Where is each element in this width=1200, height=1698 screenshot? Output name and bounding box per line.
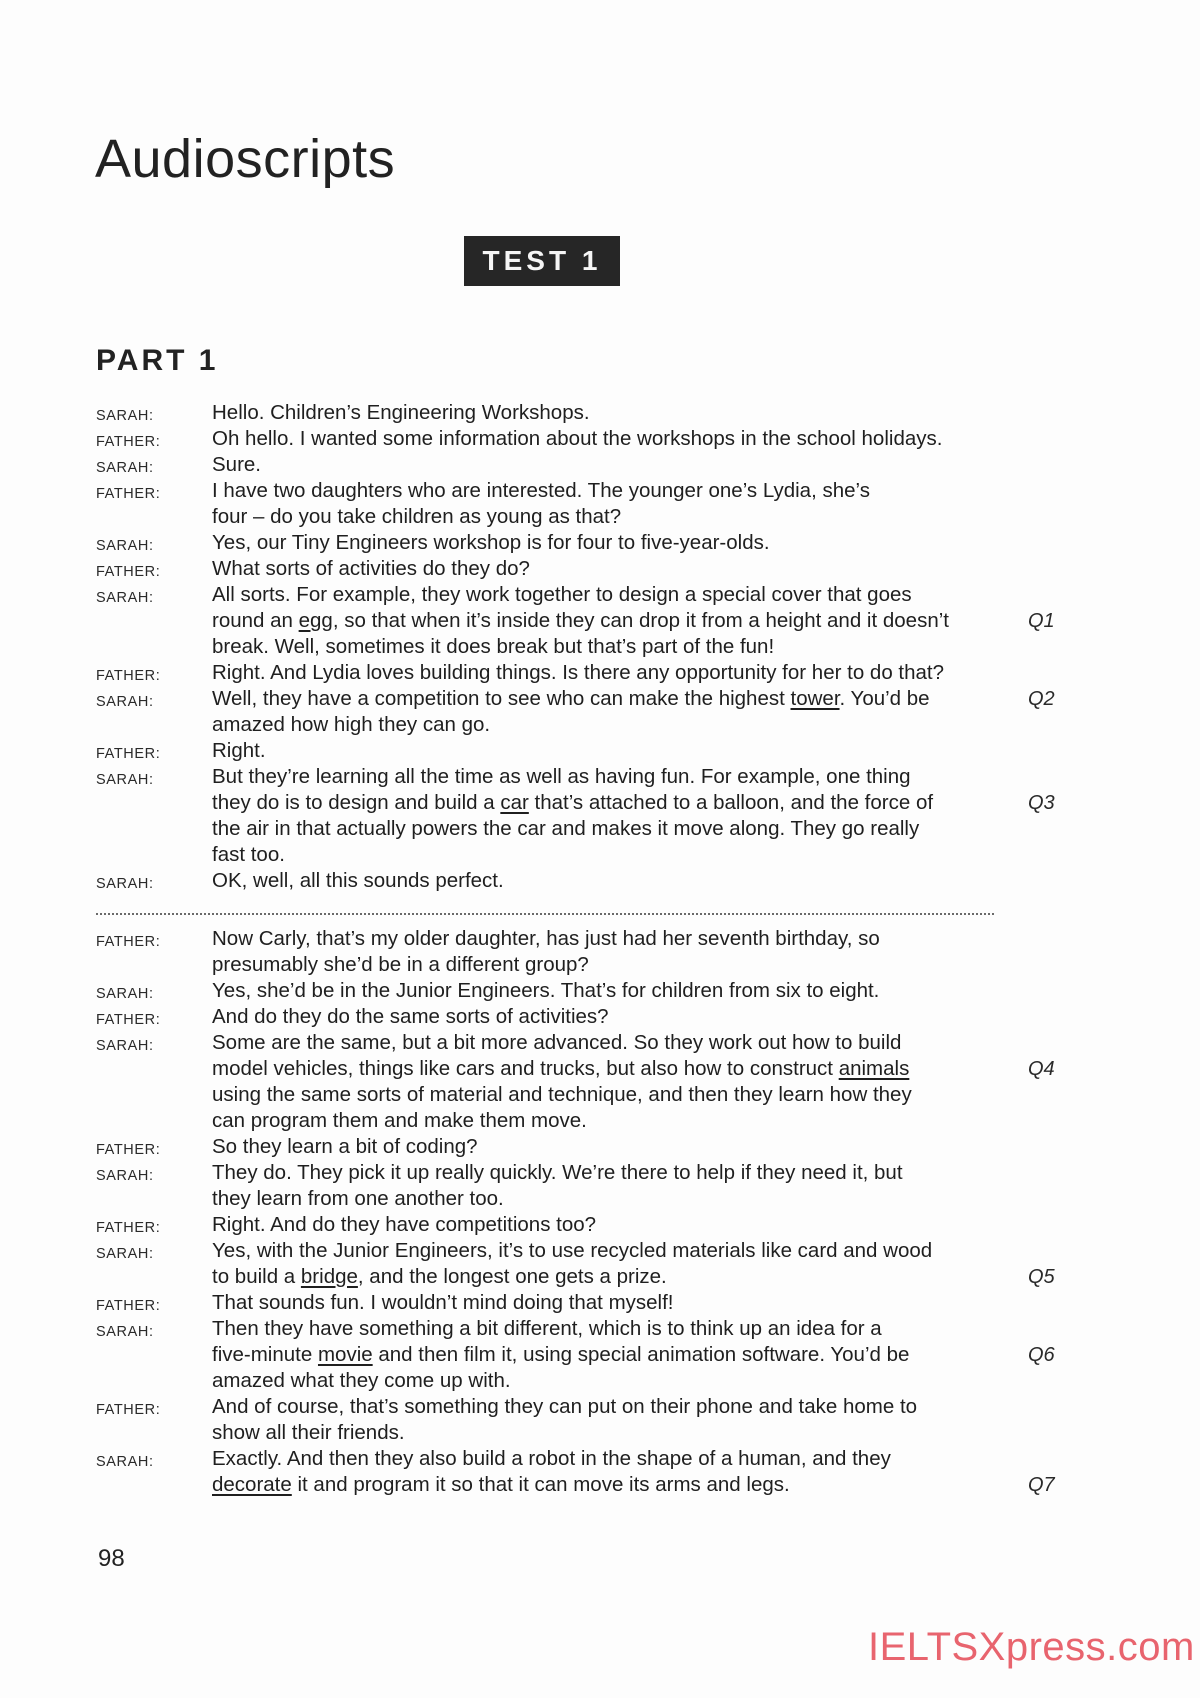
dialogue-text: Yes, our Tiny Engineers workshop is for four to five-year-olds.: [212, 531, 770, 554]
speaker-label: SARAH:: [96, 1246, 154, 1262]
speaker-label: SARAH:: [96, 408, 154, 424]
test-badge: TEST 1: [464, 236, 620, 286]
dialogue-line: [0, 816, 1200, 842]
dialogue-text: Right. And do they have competitions too?: [212, 1213, 597, 1236]
speaker-label: FATHER:: [96, 434, 161, 450]
page-title: Audioscripts: [95, 129, 396, 189]
speaker-label: FATHER:: [96, 486, 161, 502]
dialogue-line: [0, 1082, 1200, 1108]
speaker-label: SARAH:: [96, 538, 154, 554]
answer-word: movie: [317, 1343, 373, 1366]
dialogue-text: presumably she’d be in a different group?: [212, 953, 589, 976]
dialogue-line: [0, 634, 1200, 660]
dialogue-text: So they learn a bit of coding?: [212, 1135, 478, 1158]
dialogue-line: [0, 764, 1200, 790]
speaker-label: FATHER:: [96, 746, 161, 762]
answer-word: tower: [790, 687, 840, 710]
dialogue-text: Exactly. And then they also build a robot in the shape of a human, and they: [212, 1447, 891, 1470]
dialogue-line: [0, 660, 1200, 686]
dialogue-text: fast too.: [212, 843, 285, 866]
speaker-label: SARAH:: [96, 986, 154, 1002]
answer-word: bridge: [300, 1265, 358, 1288]
speaker-label: SARAH:: [96, 1038, 154, 1054]
dialogue-text: model vehicles, things like cars and trucks, but also how to construct animals: [212, 1057, 910, 1080]
speaker-label: FATHER:: [96, 1298, 161, 1314]
dialogue-line: [0, 686, 1200, 712]
dialogue-line: [0, 1446, 1200, 1472]
dialogue-text: the air in that actually powers the car and makes it move along. They go really: [212, 817, 920, 840]
speaker-label: FATHER:: [96, 1012, 161, 1028]
dialogue-line: [0, 504, 1200, 530]
speaker-label: SARAH:: [96, 1324, 154, 1340]
speaker-label: SARAH:: [96, 590, 154, 606]
dialogue-text: Yes, with the Junior Engineers, it’s to use recycled materials like card and wood: [212, 1239, 933, 1262]
dialogue-line: [0, 1108, 1200, 1134]
dialogue-line: [0, 556, 1200, 582]
dialogue-line: [0, 1368, 1200, 1394]
speaker-label: FATHER:: [96, 1402, 161, 1418]
dialogue-text: five-minute movie and then film it, using special animation software. You’d be: [212, 1343, 910, 1366]
dialogue-line: [0, 952, 1200, 978]
dialogue-text: they learn from one another too.: [212, 1187, 504, 1210]
question-marker: Q1: [1028, 610, 1055, 632]
dialogue-line: [0, 1212, 1200, 1238]
speaker-label: FATHER:: [96, 668, 161, 684]
dialogue-line: [0, 1056, 1200, 1082]
dialogue-line: [0, 1290, 1200, 1316]
question-marker: Q3: [1028, 792, 1055, 814]
dialogue-text: Now Carly, that’s my older daughter, has just had her seventh birthday, so: [212, 927, 880, 950]
dialogue-text: amazed what they come up with.: [212, 1369, 511, 1392]
speaker-label: FATHER:: [96, 1142, 161, 1158]
dialogue-text: four – do you take children as young as that?: [212, 505, 622, 528]
answer-word: car: [500, 791, 529, 814]
dialogue-text: All sorts. For example, they work together to design a special cover that goes: [212, 583, 912, 606]
dialogue-text: Hello. Children’s Engineering Workshops.: [212, 401, 590, 424]
section-divider: [96, 913, 994, 915]
speaker-label: SARAH:: [96, 694, 154, 710]
dialogue-line: [0, 530, 1200, 556]
dialogue-text: they do is to design and build a car that’s attached to a balloon, and the force of: [212, 791, 934, 814]
dialogue-text: Then they have something a bit different, which is to think up an idea for a: [212, 1317, 882, 1340]
dialogue-line: [0, 1186, 1200, 1212]
dialogue-text: break. Well, sometimes it does break but that’s part of the fun!: [212, 635, 775, 658]
speaker-label: FATHER:: [96, 934, 161, 950]
speaker-label: SARAH:: [96, 1168, 154, 1184]
question-marker: Q5: [1028, 1266, 1055, 1288]
dialogue-line: [0, 1004, 1200, 1030]
speaker-label: SARAH:: [96, 876, 154, 892]
dialogue-text: Sure.: [212, 453, 261, 476]
dialogue-line: [0, 1472, 1200, 1498]
dialogue-text: Some are the same, but a bit more advanced. So they work out how to build: [212, 1031, 902, 1054]
dialogue-line: [0, 400, 1200, 426]
dialogue-line: [0, 1394, 1200, 1420]
dialogue-text: But they’re learning all the time as well as having fun. For example, one thing: [212, 765, 911, 788]
dialogue-line: [0, 452, 1200, 478]
speaker-label: FATHER:: [96, 1220, 161, 1236]
dialogue-line: [0, 1420, 1200, 1446]
dialogue-line: [0, 426, 1200, 452]
speaker-label: FATHER:: [96, 564, 161, 580]
speaker-label: SARAH:: [96, 1454, 154, 1470]
dialogue-text: to build a bridge, and the longest one gets a prize.: [212, 1265, 667, 1288]
dialogue-line: [0, 1134, 1200, 1160]
question-marker: Q4: [1028, 1058, 1055, 1080]
dialogue-line: [0, 1238, 1200, 1264]
question-marker: Q6: [1028, 1344, 1055, 1366]
dialogue-text: Oh hello. I wanted some information about the workshops in the school holidays.: [212, 427, 943, 450]
dialogue-text: Right.: [212, 739, 266, 762]
dialogue-line: [0, 1264, 1200, 1290]
dialogue-line: [0, 842, 1200, 868]
dialogue-line: [0, 1030, 1200, 1056]
dialogue-text: decorate it and program it so that it can move its arms and legs.: [212, 1473, 790, 1496]
dialogue-text: Well, they have a competition to see who can make the highest tower. You’d be: [212, 687, 930, 710]
dialogue-line: [0, 790, 1200, 816]
dialogue-text: show all their friends.: [212, 1421, 405, 1444]
dialogue-line: [0, 1342, 1200, 1368]
dialogue-line: [0, 608, 1200, 634]
answer-word: egg: [298, 609, 333, 632]
question-marker: Q7: [1028, 1474, 1055, 1496]
dialogue-text: I have two daughters who are interested. The younger one’s Lydia, she’s: [212, 479, 870, 502]
dialogue-line: [0, 926, 1200, 952]
dialogue-line: [0, 1160, 1200, 1186]
dialogue-text: round an egg, so that when it’s inside they can drop it from a height and it doesn’t: [212, 609, 949, 632]
dialogue-text: amazed how high they can go.: [212, 713, 491, 736]
dialogue-text: What sorts of activities do they do?: [212, 557, 530, 580]
part-heading: PART 1: [96, 344, 219, 377]
dialogue-line: [0, 478, 1200, 504]
dialogue-text: They do. They pick it up really quickly. We’re there to help if they need it, but: [212, 1161, 903, 1184]
question-marker: Q2: [1028, 688, 1055, 710]
dialogue-text: Yes, she’d be in the Junior Engineers. That’s for children from six to eight.: [212, 979, 880, 1002]
dialogue-line: [0, 978, 1200, 1004]
dialogue-text: That sounds fun. I wouldn’t mind doing that myself!: [212, 1291, 674, 1314]
speaker-label: SARAH:: [96, 460, 154, 476]
watermark: IELTSXpress.com: [868, 1625, 1195, 1669]
dialogue-line: [0, 1316, 1200, 1342]
dialogue-line: [0, 738, 1200, 764]
dialogue-text: using the same sorts of material and technique, and then they learn how they: [212, 1083, 912, 1106]
dialogue-text: OK, well, all this sounds perfect.: [212, 869, 504, 892]
page-number: 98: [98, 1545, 125, 1572]
dialogue-text: And of course, that’s something they can put on their phone and take home to: [212, 1395, 918, 1418]
dialogue-text: can program them and make them move.: [212, 1109, 587, 1132]
dialogue-line: [0, 712, 1200, 738]
speaker-label: SARAH:: [96, 772, 154, 788]
dialogue-text: And do they do the same sorts of activities?: [212, 1005, 609, 1028]
answer-word: animals: [838, 1057, 910, 1080]
answer-word: decorate: [212, 1473, 292, 1496]
dialogue-line: [0, 582, 1200, 608]
dialogue-text: Right. And Lydia loves building things. Is there any opportunity for her to do that?: [212, 661, 945, 684]
dialogue-line: [0, 868, 1200, 894]
